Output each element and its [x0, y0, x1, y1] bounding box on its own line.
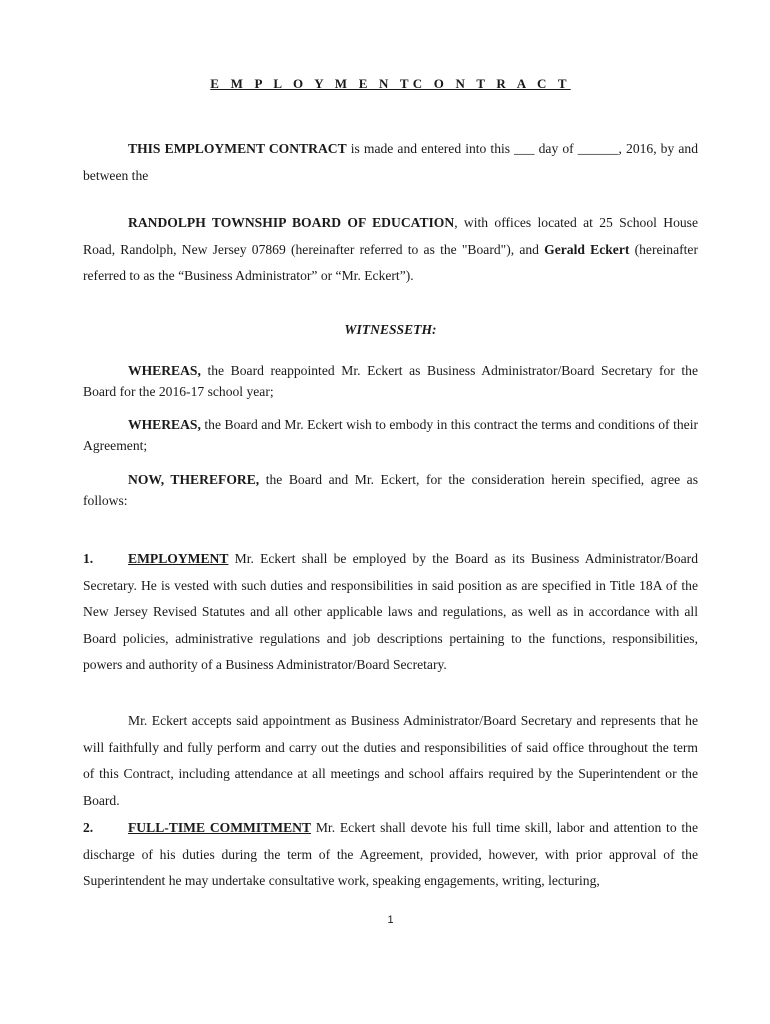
section-2-heading: FULL-TIME COMMITMENT — [128, 820, 312, 835]
board-text: , with offices located at 25 School House Road, Randolph, New Jersey 07869 (hereinafter referred to as the "Board"), and — [83, 215, 698, 257]
section-1-heading: EMPLOYMENT — [128, 551, 229, 566]
title-part-2: C O N T R A C T — [412, 76, 571, 91]
parties-paragraph — [83, 210, 698, 290]
whereas-2-paragraph — [83, 414, 698, 456]
witnesseth-heading: WITNESSETH: — [344, 322, 437, 337]
section-2-paragraph — [83, 815, 698, 895]
admin-name: Gerald Eckert — [544, 241, 630, 257]
section-2-text: Mr. Eckert shall devote his full time skill, labor and attention to the discharge of his duties during the term of the Agreement, provided, however, with prior approval of the Superintendent he may undertake consultative work, speaking engagements, writing, lecturing, — [83, 820, 699, 888]
contract-title — [83, 76, 698, 92]
board-name: RANDOLPH TOWNSHIP BOARD OF EDUCATION — [128, 215, 455, 230]
whereas-2-bold: WHEREAS, — [128, 417, 201, 432]
section-1-text: Mr. Eckert shall be employed by the Board as its Business Administrator/Board Secretary. He is vested with such duties and responsibilities in said position as are specified in Title 18A of the New Jersey Revised Statutes and all other applicable laws and regulations, as well as in accordance with all Board policies, administrative regulations and job descriptions pertaining to the functions, responsibilities, powers and authority of a Business Administrator/Board Secretary. — [83, 551, 698, 672]
page-number: 1 — [387, 914, 394, 926]
now-therefore-bold: NOW, THEREFORE, — [128, 472, 260, 487]
title-part-1: E M P L O Y M E N T — [210, 76, 413, 91]
now-therefore-paragraph — [83, 469, 698, 511]
whereas-1-text: the Board reappointed Mr. Eckert as Business Administrator/Board Secretary for the Board for the 2016-17 school year; — [83, 363, 698, 399]
section-2-number: 2. — [83, 820, 94, 835]
section-1-paragraph-2 — [83, 708, 698, 814]
now-therefore-text: the Board and Mr. Eckert, for the consideration herein specified, agree as follows: — [83, 472, 698, 508]
section-1-paragraph — [83, 546, 698, 679]
whereas-1-paragraph — [83, 360, 698, 402]
whereas-2-text: the Board and Mr. Eckert wish to embody in this contract the terms and conditions of their Agreement; — [83, 417, 698, 453]
intro-paragraph — [83, 136, 698, 189]
whereas-1-bold: WHEREAS, — [128, 363, 201, 378]
section-1-text-2: Mr. Eckert accepts said appointment as Business Administrator/Board Secretary and represents that he will faithfully and fully perform and carry out the duties and responsibilities of said office throughout the term of this Contract, including attendance at all meetings and school affairs required by the Superintendent or the Board. — [83, 713, 698, 808]
admin-text: (hereinafter referred to as the “Business Administrator” or “Mr. Eckert”). — [83, 241, 698, 283]
intro-bold: THIS EMPLOYMENT CONTRACT — [128, 141, 347, 156]
section-1-number: 1. — [83, 551, 94, 566]
intro-text: is made and entered into this ___ day of ______, 2016, by and between the — [83, 141, 698, 183]
